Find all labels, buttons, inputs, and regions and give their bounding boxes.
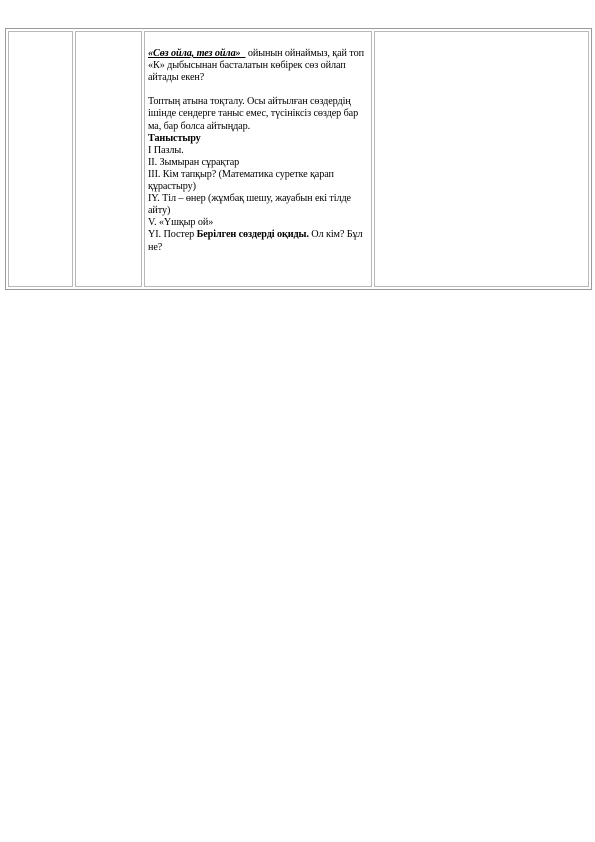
table-cell-4	[374, 31, 589, 287]
lesson-table	[5, 28, 592, 290]
blank-line	[148, 84, 372, 96]
list-item: III. Кім тапқыр? (Математика суретке қарап құрастыру)	[148, 168, 334, 193]
game-title: «Сөз ойла, тез ойла»	[148, 48, 241, 59]
table-cell-1	[8, 31, 73, 287]
list-item: IY. Тіл – өнер (жұмбақ шешу, жауабын екі тілде айту)	[148, 193, 351, 217]
game-description: ойынын ойнаймыз, қай топ «К» дыбысынан басталатын көбірек сөз ойлап айтады екен?	[148, 48, 364, 84]
poster-suffix: Ол кім? Бұл не?	[148, 229, 363, 253]
table-cell-2	[75, 31, 142, 287]
title-gap	[241, 48, 246, 59]
list-item: V. «Үшқыр ой»	[148, 217, 214, 229]
activities-content	[148, 48, 372, 254]
list-item: I Пазлы.	[148, 144, 184, 156]
game-paragraph	[148, 48, 372, 84]
poster-bold-text: Берілген сөздерді оқиды.	[196, 229, 309, 241]
list-item: II. Зымыран сұрақтар	[148, 156, 240, 168]
list-item-poster	[148, 229, 372, 253]
table-cell-activities	[144, 31, 372, 287]
poster-prefix: YI. Постер	[148, 229, 197, 241]
section-heading: Таныстыру	[148, 132, 201, 144]
group-name-paragraph: Топтың атына тоқталу. Осы айтылған сөздердің ішінде сендерге таныс емес, түсініксіз сөздер бар ма, бар болса айтыңдар.	[148, 96, 359, 132]
